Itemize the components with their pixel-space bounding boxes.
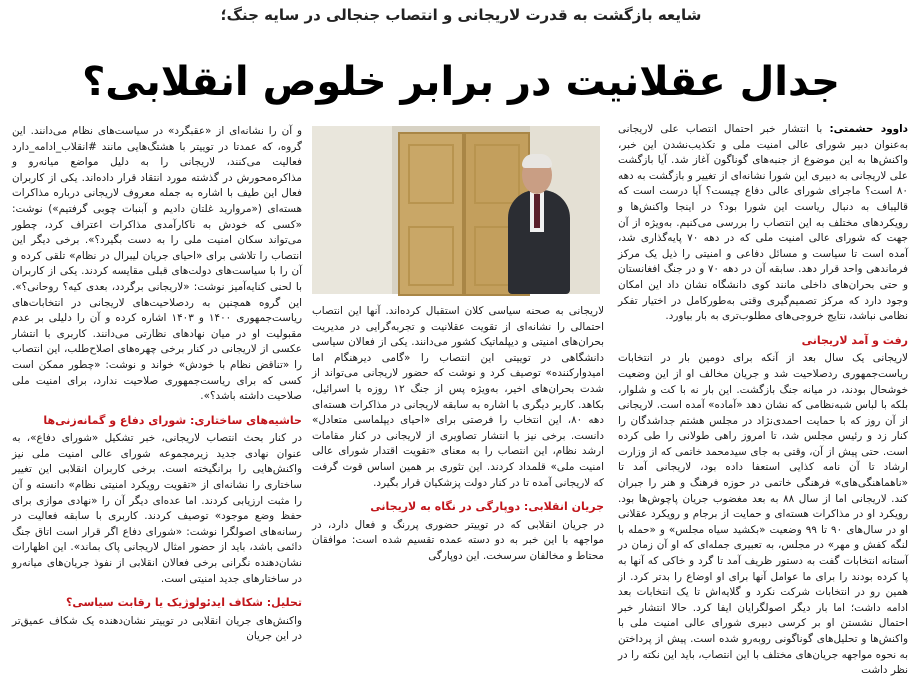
photo-wall [312, 126, 392, 294]
article-kicker: شایعه بازگشت به قدرت لاریجانی و انتصاب جنجالی در سایه جنگ؛ [220, 6, 702, 24]
photo-person-tie [534, 194, 540, 228]
subheading: تحلیل: شکاف ایدئولوژیک یا رقابت سیاسی؟ [65, 596, 302, 610]
paragraph-text: با انتشار خبر احتمال انتصاب علی لاریجانی به‌عنوان دبیر شورای عالی امنیت ملی و تکذیب‌نشدن این خبر، واکنش‌ها به این موضوع از جنبه‌های گوناگون آغاز شد. آیا بازگشت علی لاریجانی به دبیری این شورا نشانه‌ای از تغییر و بازگشت به دهه ۸۰ است؟ ماجرای شورای عالی دفاع چیست؟ آیا درست است که قالیباف به دنبال ریاست این شورا بود؟ در اینجا واکنش‌ها و رویکردهای مختلف به این انتصاب را بررسی می‌کنیم. به‌ویژه از آن جهت که شورای عالی امنیت ملی که در دهه ۷۰ پایه‌گذاری شد، آمده است تا سیاست و مسائل دفاعی و امنیتی را ذیل یک مرکز فرماندهی واحد قرار دهد. سابقه آن در دهه ۷۰ و در جنگ افغانستان و حتی بحران‌های داخلی مانند کوی دانشگاه نشان داد این امکان وجود دارد که مرکز تصمیم‌گیری وقتی به‌طورکامل در اختیار تفکر نظامی نباشد، نتایج خروجی‌های مطلوب‌تری به بار بیاورد. [618, 123, 908, 323]
subheading: حاشیه‌های ساختاری: شورای دفاع و گمانه‌زنی‌ها [43, 413, 302, 427]
door-panel [474, 144, 520, 204]
paragraph: واکنش‌های جریان انقلابی در توییتر نشان‌دهنده یک شکاف عمیق‌تر در این جریان [12, 614, 302, 643]
photo-door-left [398, 132, 464, 296]
paragraph: در جریان انقلابی که در توییتر حضوری پررنگ و فعال دارد، در مواجهه با این خبر به دو دسته عمده تقسیم شده است: موافقان محتاط و مخالفان سرسخت. این دوپارگی [312, 518, 604, 562]
author-name: داوود حشمتی: [829, 123, 909, 135]
door-panel [408, 144, 454, 204]
photo-person-hair [522, 154, 552, 168]
article-column-left [12, 124, 303, 643]
paragraph: لاریجانی به صحنه سیاسی کلان استقبال کرده‌اند. آنها این انتصاب احتمالی را نشانه‌ای از تقویت عقلانیت و تجربه‌گرایی در مدیریت بحران‌های امنیتی و دیپلماتیک کشور می‌دانند. یکی از فعالان سیاسی دانشگاهی در توییتی این انتصاب را «گامی دیرهنگام اما امیدوارکننده» توصیف کرد و نوشت که حضور لاریجانی می‌تواند از شدت بحران‌های اخیر، به‌ویژه پس از جنگ ۱۲ روزه با اسرائیل، بکاهد. کاربر دیگری با اشاره به سابقه لاریجانی در مذاکرات هسته‌ای دهه ۸۰، این انتخاب را فرصتی برای «احیای دیپلماسی متعادل» دانست. برخی نیز با انتشار تصاویری از لاریجانی در کنار مقامات ارشد نظام، این انتصاب را به معنای «تقویت اقتدار شورای عالی امنیت ملی» قلمداد کردند. این تئوری بر همین اساس قوت گرفت که لاریجانی آمده تا در کنار دولت پزشکیان قرار بگیرد. [312, 305, 604, 489]
door-panel [408, 226, 454, 286]
subheading: جریان انقلابی: دوپارگی در نگاه به لاریجانی [370, 500, 604, 514]
article-column-middle [312, 304, 604, 562]
paragraph: در کنار بحث انتصاب لاریجانی، خبر تشکیل «شورای دفاع»، به عنوان نهادی جدید زیرمجموعه شورای عالی امنیت ملی نیز واکنش‌هایی را برانگیخته است. برخی کاربران انقلابی این تغییر ساختاری را نشانه‌ای از «تقویت رویکرد امنیتی نظام» دانسته و آن را مثبت ارزیابی کردند. اما عده‌ای دیگر آن را «نهادی موازی برای حفظ وضع موجود» توصیف کردند. کاربری با سابقه فعالیت در رسانه‌های اصولگرا نوشت: «شورای دفاع اگر قرار است اتاق جنگ دائمی باشد، باید از حضور امثال لاریجانی پاک بماند». این اظهارات نشان‌دهنده نگرانی برخی فعالان انقلابی از نفوذ جریان‌های میانه‌رو در ساختارهای جدید امنیتی است. [12, 432, 302, 585]
article-headline: جدال عقلانیت در برابر خلوص انقلابی؟ [82, 59, 840, 105]
article-column-right [618, 122, 909, 677]
paragraph [618, 122, 908, 325]
paragraph: لاریجانی یک سال بعد از آنکه برای دومین بار در انتخابات ریاست‌جمهوری ردصلاحیت شد و جریان مخالف او از این وضعیت خوشحال بودند، در میانه جنگ بازگشت. این بار نه با کت و شلوار، بلکه با لباس شبه‌نظامی که نشان دهد «آماده» آمده است. لاریجانی از آن روز که با حمایت احمدی‌نژاد در مجلس هشتم جداشدگان را کنار زد و رئیس مجلس شد، تا امروز راهی طولانی را طی کرده است. حتی پیش از آن، وقتی به جای سیدمحمد خاتمی که از وزارت ارشاد تا آن نامه کذایی استعفا داده بود، لاریجانی آمد تا «ناهماهنگی‌های» فرهنگی خاتمی در حوزه فرهنگ و هنر را جبران کند. لاریجانی اما از سال ۸۸ به بعد مغضوب جریان پاچوش‌ها بود. رویکرد او در مذاکرات هسته‌ای و حمایت از برجام و رویکرد عقلانی او در سال‌های ۹۰ تا ۹۹ وضعیت «بکشید سیاه مجلس» و «حمله با لنگه کفش و مهر» در مجلس، به تعبیری جمله‌ای که او آن زمان در آستانه انتخابات گفت به دستور ظریف آمد تا گرد و خاکی که آنها به پا کرده بودند را برای ما عوامل آنها برای او اوضاع را بدتر کرد. از همین رو در انتخابات شرکت نکرد و گلایه‌اش تا یک انتخابات بعد ادامه داشت؛ اما بار دیگر اصولگرایان ایفا کرد. حالا انتشار خبر احتمال نشستن او بر کرسی دبیری شورای عالی امنیت ملی با واکنش‌ها و تحلیل‌های گوناگونی روبه‌رو شده است. پیش از پرداختن به نحوه مواجهه جریان‌های مختلف با این انتصاب، باید این نکته را در نظر داشت [618, 352, 909, 677]
subheading: رفت و آمد لاریجانی [801, 333, 908, 347]
paragraph: و آن را نشانه‌ای از «عقبگرد» در سیاست‌های نظام می‌دانند. این گروه، که عمدتا در توییتر با هشتگ‌هایی مانند #انقلاب_ادامه_دارد فعالیت می‌کنند، لاریجانی را به دلیل مواضع میانه‌رو و مذاکره‌محورش در گذشته مورد انتقاد قرار داده‌اند. یکی از کاربران فعال این طیف با اشاره به جمله معروف لاریجانی درباره مذاکرات هسته‌ای («مروارید غلتان دادیم و آبنبات چوبی گرفتیم») نوشت: «کسی که خودش به ناکارآمدی مذاکرات اعتراف کرد، چطور می‌تواند سکان امنیت ملی را به دست بگیرد؟». برخی دیگر این انتصاب را تلاشی برای «احیای جریان لیبرال در نظام» تلقی کرده و آن را با سیاست‌های دولت‌های قبلی مقایسه کردند. یکی از کاربران با لحنی کنایه‌آمیز نوشت: «لاریجانی برگردد، بعدی کیه؟ روحانی؟». این گروه همچنین به ردصلاحیت‌های لاریجانی در انتخابات‌های ریاست‌جمهوری ۱۴۰۰ و ۱۴۰۳ اشاره کرده و آن را دلیلی بر عدم مقبولیت او در میان نهادهای نظارتی می‌دانند. کاربری با انتشار عکسی از لاریجانی در کنار برخی چهره‌های اصلاح‌طلب، این انتصاب را «تناقض نظام با خودش» خواند و نوشت: «چطور ممکن است کسی که برای ریاست‌جمهوری صلاحیت ندارد، برای امنیت ملی صلاحیت داشته باشد؟». [12, 125, 303, 403]
article-photo [312, 126, 600, 294]
